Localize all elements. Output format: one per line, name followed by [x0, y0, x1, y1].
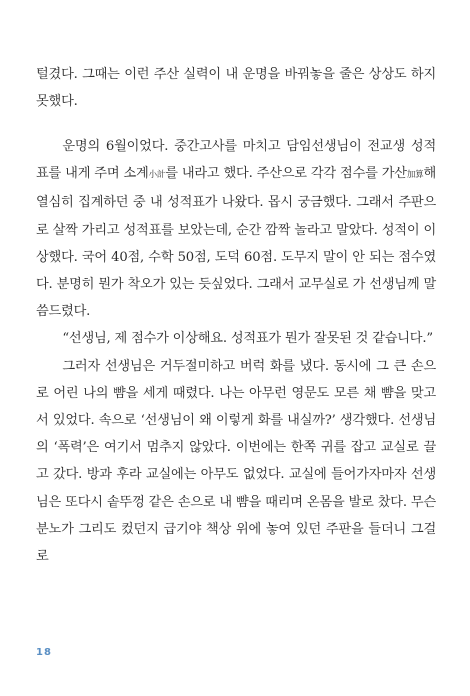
main-text-block [36, 133, 436, 570]
continuation-block [36, 61, 436, 115]
paragraph-teacher-anger: 그러자 선생님은 거두절미하고 버럭 화를 냈다. 동시에 그 큰 손으로 어린 나의 뺨을 세게 때렸다. 나는 아무런 영문도 모른 채 뺨을 맞고 서 있었다. 속으로 ‘선생님이 왜 이렇게 화를 내실까?’ 생각했다. 선생님의 ‘폭력’은 여기서 멈추지 않았다. 이번에는 한쪽 귀를 잡고 교실로 끌고 갔다. 방과 후라 교실에는 아무도 없었다. 교실에 들어가자마자 선생님은 또다시 솥뚜껑 같은 손으로 내 뺨을 때리며 온몸을 발로 찼다. 무슨 분노가 그리도 컸던지 급기야 책상 위에 놓여 있던 주판을 들더니 그걸로 [36, 358, 436, 565]
paragraph-june [36, 133, 436, 325]
page-number: 18 [36, 647, 52, 658]
paragraph-june-part-2: 를 내라고 했다. 주산으로 각각 점수를 가산 [165, 166, 407, 182]
paragraph-dialogue: “선생님, 제 점수가 이상해요. 성적표가 뭔가 잘못된 것 같습니다.” [62, 331, 433, 347]
hanja-subtotal: 小計 [148, 170, 166, 181]
paragraph-june-part-1: 운명의 6월이었다. 중간고사를 마치고 담임선생님이 전교생 성적표를 내게 주며 소계 [36, 139, 436, 182]
paragraph-june-part-3: 해 열심히 집계하던 중 내 성적표가 나왔다. 몹시 궁금했다. 그래서 주판으로 살짝 가리고 성적표를 보았는데, 순간 깜짝 놀라고 말았다. 성적이 이상했다. 국어 40점, 수학 50점, 도덕 60점. 도무지 말이 안 되는 점수였다. 분명히 뭔가 착오가 있는 듯싶었다. 그래서 교무실로 가 선생님께 말씀드렸다. [36, 166, 437, 320]
hanja-addition: 加算 [406, 170, 424, 181]
continuation-paragraph: 털겼다. 그때는 이런 주산 실력이 내 운명을 바꿔놓을 줄은 상상도 하지 못했다. [36, 67, 436, 110]
